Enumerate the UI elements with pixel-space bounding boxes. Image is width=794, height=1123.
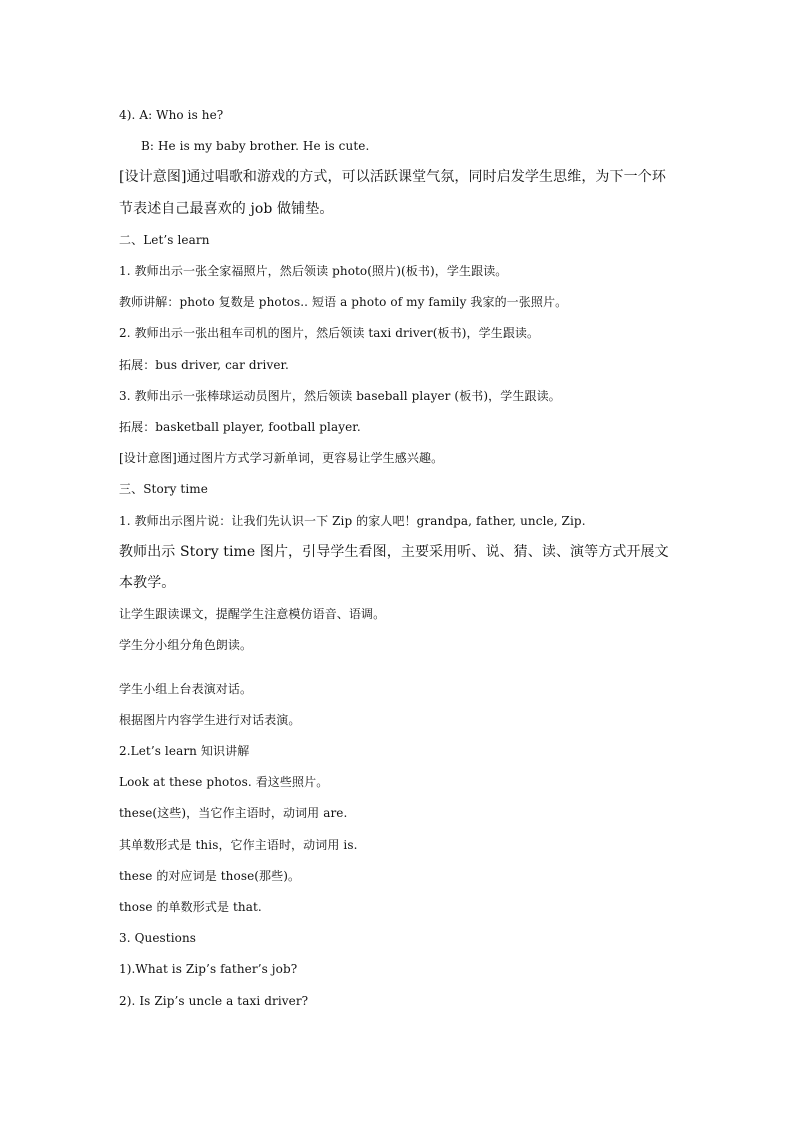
step-photo: 1. 教师出示一张全家福照片，然后领读 photo(照片)(板书)，学生跟读。: [119, 264, 508, 279]
extension-drivers: 拓展：bus driver, car driver.: [119, 357, 289, 372]
knowledge-this: 其单数形式是 this，它作主语时，动词用 is.: [119, 837, 358, 852]
spacer: [119, 662, 679, 674]
questions-heading: 3. Questions: [119, 931, 197, 946]
design-intent-note: [设计意图]通过唱歌和游戏的方式，可以活跃课堂气氛，同时启发学生思维，为下一个环节表述自己最喜欢的 job 做铺垫。: [119, 169, 666, 217]
story-step-read-along: 让学生跟读课文，提醒学生注意模仿语音、语调。: [119, 607, 386, 622]
question-2: 2). Is Zip’s uncle a taxi driver?: [119, 993, 309, 1008]
step-baseball-player: 3. 教师出示一张棒球运动员图片，然后领读 baseball player (板书)，学生跟读。: [119, 388, 561, 403]
story-step-group-reading: 学生分小组分角色朗读。: [119, 638, 253, 653]
extension-players: 拓展：basketball player, football player.: [119, 420, 361, 435]
step-taxi-driver: 2. 教师出示一张出租车司机的图片，然后领读 taxi driver(板书)，学生跟读。: [119, 326, 540, 341]
knowledge-look-at-photos: Look at these photos. 看这些照片。: [119, 775, 329, 790]
knowledge-those: these 的对应词是 those(那些)。: [119, 868, 301, 883]
document-page: [119, 100, 679, 1017]
knowledge-heading: 2.Let’s learn 知识讲解: [119, 744, 250, 759]
story-step-performance: 学生小组上台表演对话。: [119, 681, 253, 696]
knowledge-that: those 的单数形式是 that.: [119, 900, 262, 915]
story-step-dialogue: 根据图片内容学生进行对话表演。: [119, 712, 301, 727]
design-intent-note-2: [设计意图]通过图片方式学习新单词，更容易让学生感兴趣。: [119, 451, 444, 466]
question-1: 1).What is Zip’s father’s job?: [119, 962, 298, 977]
dialogue-answer: B: He is my baby brother. He is cute.: [141, 139, 370, 154]
dialogue-question: 4). A: Who is he?: [119, 108, 224, 122]
story-step-picture: 教师出示 Story time 图片，引导学生看图，主要采用听、说、猜、读、演等方式开展文本教学。: [119, 543, 669, 592]
section-heading-lets-learn: 二、Let’s learn: [119, 232, 210, 247]
teacher-explanation-photo: 教师讲解：photo 复数是 photos.. 短语 a photo of my family 我家的一张照片。: [119, 295, 568, 310]
story-step-family: 1. 教师出示图片说：让我们先认识一下 Zip 的家人吧！grandpa, father, uncle, Zip.: [119, 513, 586, 528]
section-heading-story-time: 三、Story time: [119, 482, 208, 497]
knowledge-these: these(这些)，当它作主语时，动词用 are.: [119, 806, 348, 821]
